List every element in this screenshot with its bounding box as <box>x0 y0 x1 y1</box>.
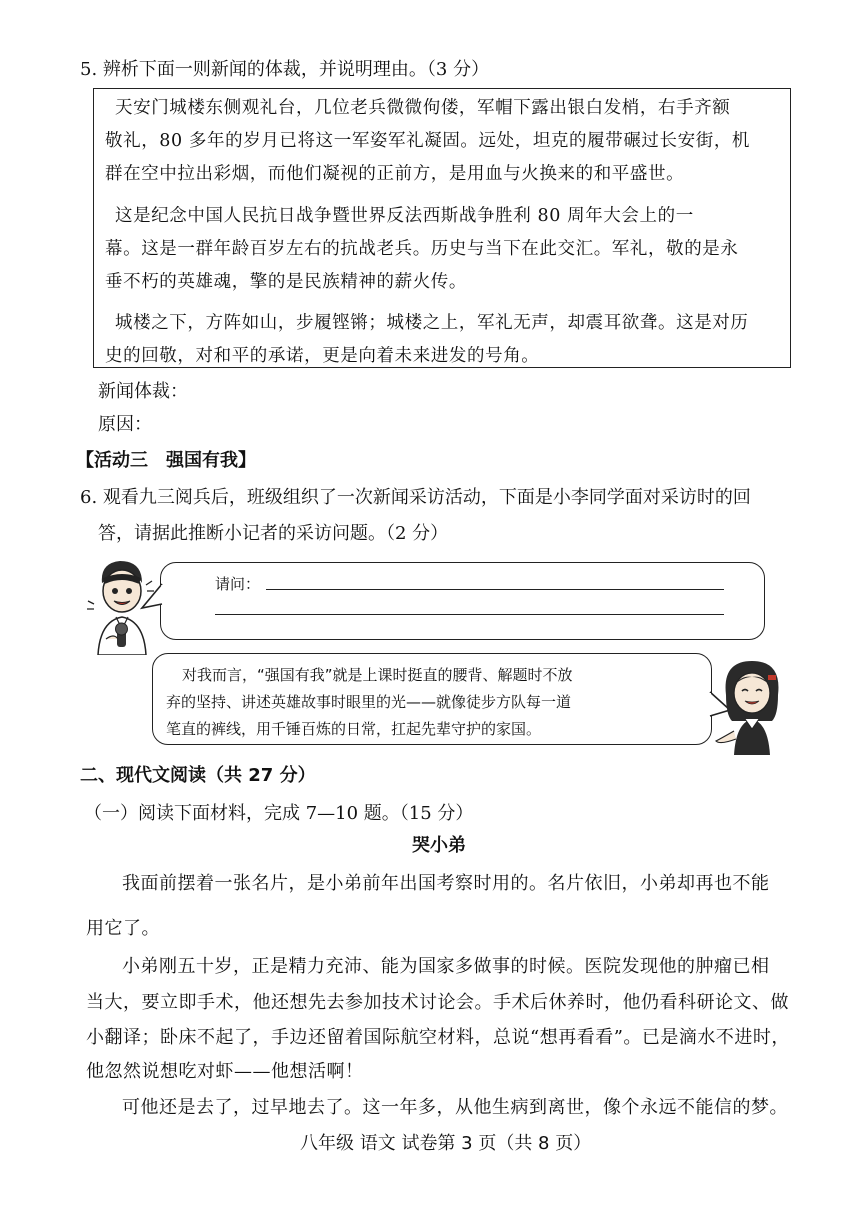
activity-3-heading: 【活动三 强国有我】 <box>76 450 256 471</box>
passage-line: 史的回敬，对和平的承诺，更是向着未来进发的号角。 <box>105 346 540 366</box>
passage-line: 这是纪念中国人民抗日战争暨世界反法西斯战争胜利 80 周年大会上的一 <box>115 206 694 226</box>
story-line: 当大，要立即手术，他还想先去参加技术讨论会。手术后休养时，他仍看科研论文、做 <box>86 992 789 1013</box>
story-line: 小翻译；卧床不起了，手边还留着国际航空材料，总说“想再看看”。已是滴水不进时， <box>86 1027 790 1048</box>
story-line: 我面前摆着一张名片，是小弟前年出国考察时用的。名片依旧，小弟却再也不能 <box>122 873 770 894</box>
answer-blank-line[interactable] <box>266 589 724 590</box>
reply-line: 笔直的裤线，用千锤百炼的日常，扛起先辈守护的家国。 <box>166 720 542 738</box>
section-2-heading: 二、现代文阅读（共 27 分） <box>80 765 316 786</box>
reply-line: 对我而言，“强国有我”就是上课时挺直的腰背、解题时不放 <box>182 666 573 684</box>
answer-blank-line[interactable] <box>215 614 724 615</box>
bubble-tail <box>140 582 164 618</box>
passage-line: 垂不朽的英雄魂，擎的是民族精神的薪火传。 <box>105 272 467 292</box>
page-footer: 八年级 语文 试卷第 3 页（共 8 页） <box>300 1133 592 1154</box>
reply-line: 弃的坚持、讲述英雄故事时眼里的光——就像徒步方队每一道 <box>166 693 572 711</box>
news-genre-label: 新闻体裁： <box>98 381 188 402</box>
passage-line: 城楼之下，方阵如山，步履铿锵；城楼之上，军礼无声，却震耳欲聋。这是对历 <box>115 313 749 333</box>
passage-line: 群在空中拉出彩烟，而他们凝视的正前方，是用血与火换来的和平盛世。 <box>105 164 685 184</box>
story-line: 他忽然说想吃对虾——他想活啊！ <box>86 1061 364 1082</box>
story-title: 哭小弟 <box>412 835 466 856</box>
passage-line: 天安门城楼东侧观礼台，几位老兵微微佝偻，军帽下露出银白发梢，右手齐额 <box>115 98 731 118</box>
question-6-line: 答，请据此推断小记者的采访问题。（2 分） <box>98 523 449 544</box>
passage-line: 幕。这是一群年龄百岁左右的抗战老兵。历史与当下在此交汇。军礼，敬的是永 <box>105 239 739 259</box>
question-label: 请问： <box>215 575 261 593</box>
story-line: 用它了。 <box>86 918 160 939</box>
story-line: 可他还是去了，过早地去了。这一年多，从他生病到离世，像个永远不能信的梦。 <box>122 1097 788 1118</box>
question-5-title: 5. 辨析下面一则新闻的体裁，并说明理由。（3 分） <box>80 59 490 80</box>
passage-line: 敬礼，80 多年的岁月已将这一军姿军礼凝固。远处，坦克的履带碾过长安街，机 <box>105 131 751 151</box>
student-girl-illustration <box>712 655 792 755</box>
story-line: 小弟刚五十岁，正是精力充沛、能为国家多做事的时候。医院发现他的肿瘤已相 <box>122 956 770 977</box>
reason-label: 原因： <box>98 414 152 435</box>
question-6-line: 6. 观看九三阅兵后，班级组织了一次新闻采访活动，下面是小李同学面对采访时的回 <box>80 487 751 508</box>
subsection-1-heading: （一）阅读下面材料，完成 7—10 题。（15 分） <box>84 803 474 824</box>
